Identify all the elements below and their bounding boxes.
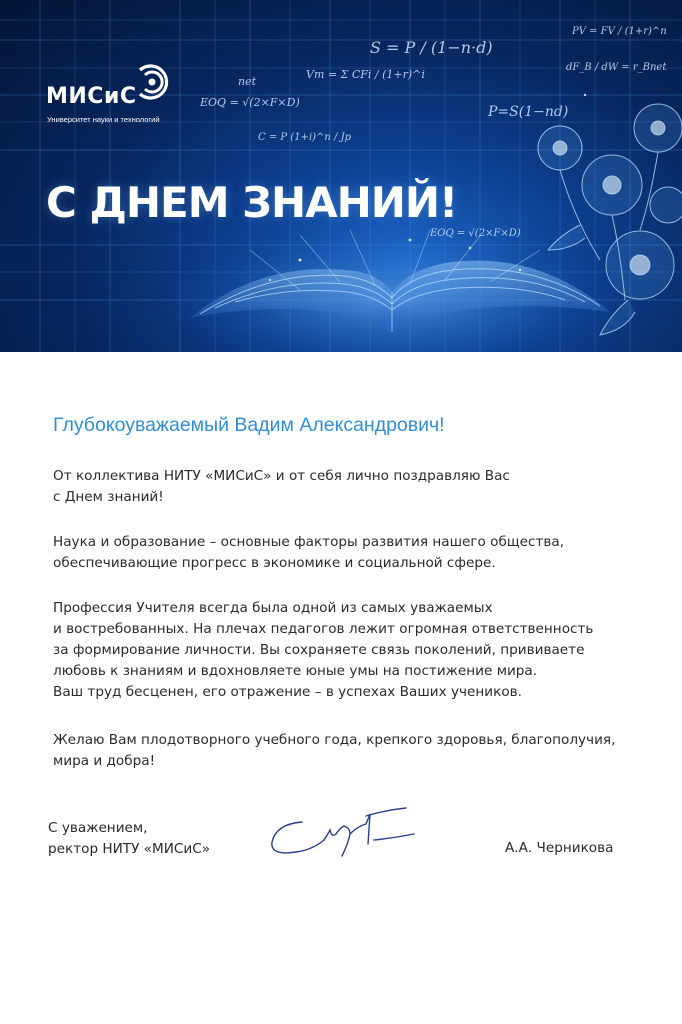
- logo-name: МИСиС: [46, 84, 137, 109]
- closing-line: С уважением,: [48, 820, 148, 836]
- salutation: Глубокоуважаемый Вадим Александрович!: [53, 414, 445, 436]
- formula-text: EOQ = √(2×F×D): [430, 228, 521, 239]
- headline: С ДНЕМ ЗНАНИЙ!: [46, 178, 458, 227]
- paragraph-line: любовь к знаниям и вдохновляете юные умы на постижение мира.: [53, 663, 538, 679]
- formula-text: dF_B / dW = r_Bnet: [566, 62, 667, 73]
- paragraph-line: мира и добра!: [53, 753, 156, 769]
- logo-subtitle: Университет науки и технологий: [47, 115, 160, 124]
- paragraph-greeting: [53, 466, 510, 508]
- signer-name: А.А. Черникова: [505, 840, 614, 856]
- paragraph-line: От коллектива НИТУ «МИСиС» и от себя лично поздравляю Вас: [53, 468, 510, 484]
- formula-text: Vm = Σ CFi / (1+r)^i: [306, 68, 425, 81]
- header-banner: [0, 0, 682, 352]
- paragraph-line: Наука и образование – основные факторы развития нашего общества,: [53, 534, 565, 550]
- paragraph-science: [53, 532, 564, 574]
- logo-mark-icon: [134, 62, 170, 102]
- paragraph-teacher: [53, 598, 593, 703]
- formula-text: EOQ = √(2×F×D): [200, 96, 300, 109]
- formula-text: C = P (1+i)^n / Jp: [258, 132, 351, 143]
- paragraph-line: и востребованных. На плечах педагогов лежит огромная ответственность: [53, 621, 594, 637]
- formula-text: PV = FV / (1+r)^n: [572, 26, 667, 37]
- formula-text: S = P / (1−n·d): [370, 38, 493, 57]
- formula-text: P=S(1−nd): [488, 104, 569, 120]
- paragraph-line: с Днем знаний!: [53, 489, 164, 505]
- paragraph-line: за формирование личности. Вы сохраняете связь поколений, прививаете: [53, 642, 585, 658]
- closing-block: [48, 818, 210, 860]
- paragraph-line: Ваш труд бесценен, его отражение – в успехах Ваших учеников.: [53, 684, 522, 700]
- paragraph-line: обеспечивающие прогресс в экономике и социальной сфере.: [53, 555, 496, 571]
- grid-background: [0, 0, 682, 352]
- paragraph-line: Желаю Вам плодотворного учебного года, крепкого здоровья, благополучия,: [53, 732, 616, 748]
- closing-title: ректор НИТУ «МИСиС»: [48, 841, 211, 857]
- formula-text: net: [238, 75, 257, 88]
- paragraph-wishes: [53, 730, 615, 772]
- signature-icon: [266, 804, 416, 864]
- paragraph-line: Профессия Учителя всегда была одной из самых уважаемых: [53, 600, 493, 616]
